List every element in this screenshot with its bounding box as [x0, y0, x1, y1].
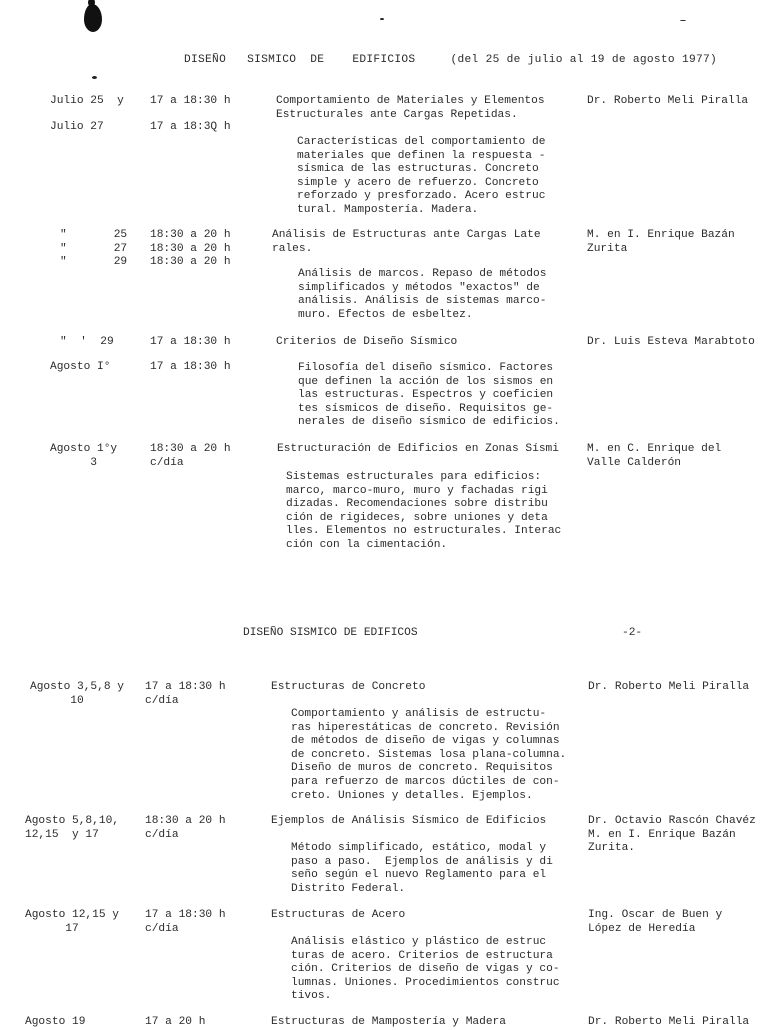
session-topic: Estructuras de Acero: [271, 909, 406, 921]
session-speaker: Dr. Roberto Meli Piralla: [588, 1016, 750, 1028]
page-title: DISEÑO SISMICO DE EDIFICIOS (del 25 de julio al 19 de agosto 1977): [184, 54, 718, 66]
session-date: Julio 27: [50, 121, 104, 133]
session-time: 17 a 18:30 h: [150, 95, 231, 107]
session-date: Agosto 5,8,10, 12,15 y 17: [25, 815, 119, 841]
session-topic: Análisis de Estructuras ante Cargas Late rales.: [272, 229, 541, 255]
session-date: Agosto 3,5,8 y 10: [30, 681, 124, 707]
scan-speck: [92, 76, 97, 79]
session-speaker: M. en C. Enrique del Valle Calderón: [587, 443, 722, 469]
session-date: Agosto 1°y 3: [50, 443, 118, 469]
scan-speck: [680, 20, 686, 21]
session-topic: Comportamiento de Materiales y Elementos Estructurales ante Cargas Repetidas.: [276, 95, 545, 121]
session-speaker: M. en I. Enrique Bazán Zurita: [587, 229, 735, 255]
session-time: 18:30 a 20 h 18:30 a 20 h 18:30 a 20 h: [150, 229, 231, 269]
session-time: 17 a 18:30 h: [150, 361, 231, 373]
session-topic: Estructuras de Mampostería y Madera: [271, 1016, 506, 1028]
session-topic: Estructuración de Edificios en Zonas Sísmi: [277, 443, 559, 455]
running-header: DISEÑO SISMICO DE EDIFICOS: [243, 627, 418, 639]
session-description: Análisis de marcos. Repaso de métodos simplificados y métodos "exactos" de análisis. Análisis de sistemas marco- muro. Efectos de esbeltez.: [298, 268, 547, 321]
session-time: 17 a 18:3Q h: [150, 121, 231, 133]
session-date: " 25 " 27 " 29: [60, 229, 128, 269]
session-speaker: Ing. Oscar de Buen y López de Heredía: [588, 909, 723, 935]
session-speaker: Dr. Octavio Rascón Chavéz M. en I. Enrique Bazán Zurita.: [588, 815, 756, 855]
session-date: Agosto 12,15 y 17: [25, 909, 119, 935]
session-date: Julio 25 y: [50, 95, 124, 107]
session-speaker: Dr. Roberto Meli Piralla: [587, 95, 749, 107]
session-speaker: Dr. Roberto Meli Piralla: [588, 681, 750, 693]
session-time: 18:30 a 20 h c/día: [145, 815, 226, 841]
session-description: Análisis elástico y plástico de estruc turas de acero. Criterios de estructura ción. Criterios de diseño de vigas y co- lumnas. Uniones. Procedimientos construc tivos.: [291, 936, 560, 1003]
session-description: Características del comportamiento de materiales que definen la respuesta - sísmica de las estructuras. Concreto simple y acero de refuerzo. Concreto reforzado y presforzado. Acero estruc tural. Mampostería. Madera.: [297, 136, 546, 216]
scan-speck: [380, 18, 384, 20]
session-speaker: Dr. Luis Esteva Marabtoto: [587, 336, 755, 348]
session-description: Método simplificado, estático, modal y paso a paso. Ejemplos de análisis y di seño según el nuevo Reglamento para el Distrito Federal.: [291, 842, 553, 895]
session-topic: Ejemplos de Análisis Sísmico de Edificios: [271, 815, 547, 827]
session-time: 17 a 20 h: [145, 1016, 206, 1028]
page-number: -2-: [622, 627, 643, 639]
session-time: 17 a 18:30 h c/día: [145, 681, 226, 707]
session-date: Agosto I°: [50, 361, 111, 373]
session-time: 17 a 18:30 h c/día: [145, 909, 226, 935]
session-time: 17 a 18:30 h: [150, 336, 231, 348]
session-description: Comportamiento y análisis de estructu- ras hiperestáticas de concreto. Revisión de métodos de diseño de vigas y columnas de concreto. Sistemas losa plana-columna. Diseño de muros de concreto. Requisitos para refuerzo de marcos dúctiles de con- creto. Uniones y detalles. Ejemplos.: [291, 708, 567, 802]
session-description: Filosofía del diseño sísmico. Factores que definen la acción de los sismos en las estructuras. Espectros y coeficien tes sísmicos de diseño. Requisitos ge- nerales de diseño sísmico de edificios.: [298, 362, 560, 429]
session-date: Agosto 19: [25, 1016, 86, 1028]
session-topic: Criterios de Diseño Sísmico: [276, 336, 458, 348]
session-description: Sistemas estructurales para edificios: marco, marco-muro, muro y fachadas rigi dizadas. Recomendaciones sobre distribu ción de rigideces, sobre uniones y deta lles. Elementos no estructurales. Interac ción con la cimentación.: [286, 471, 562, 551]
session-time: 18:30 a 20 h c/día: [150, 443, 231, 469]
session-topic: Estructuras de Concreto: [271, 681, 426, 693]
session-date: " ' 29: [60, 336, 114, 348]
ink-blot-mark: [84, 4, 102, 32]
